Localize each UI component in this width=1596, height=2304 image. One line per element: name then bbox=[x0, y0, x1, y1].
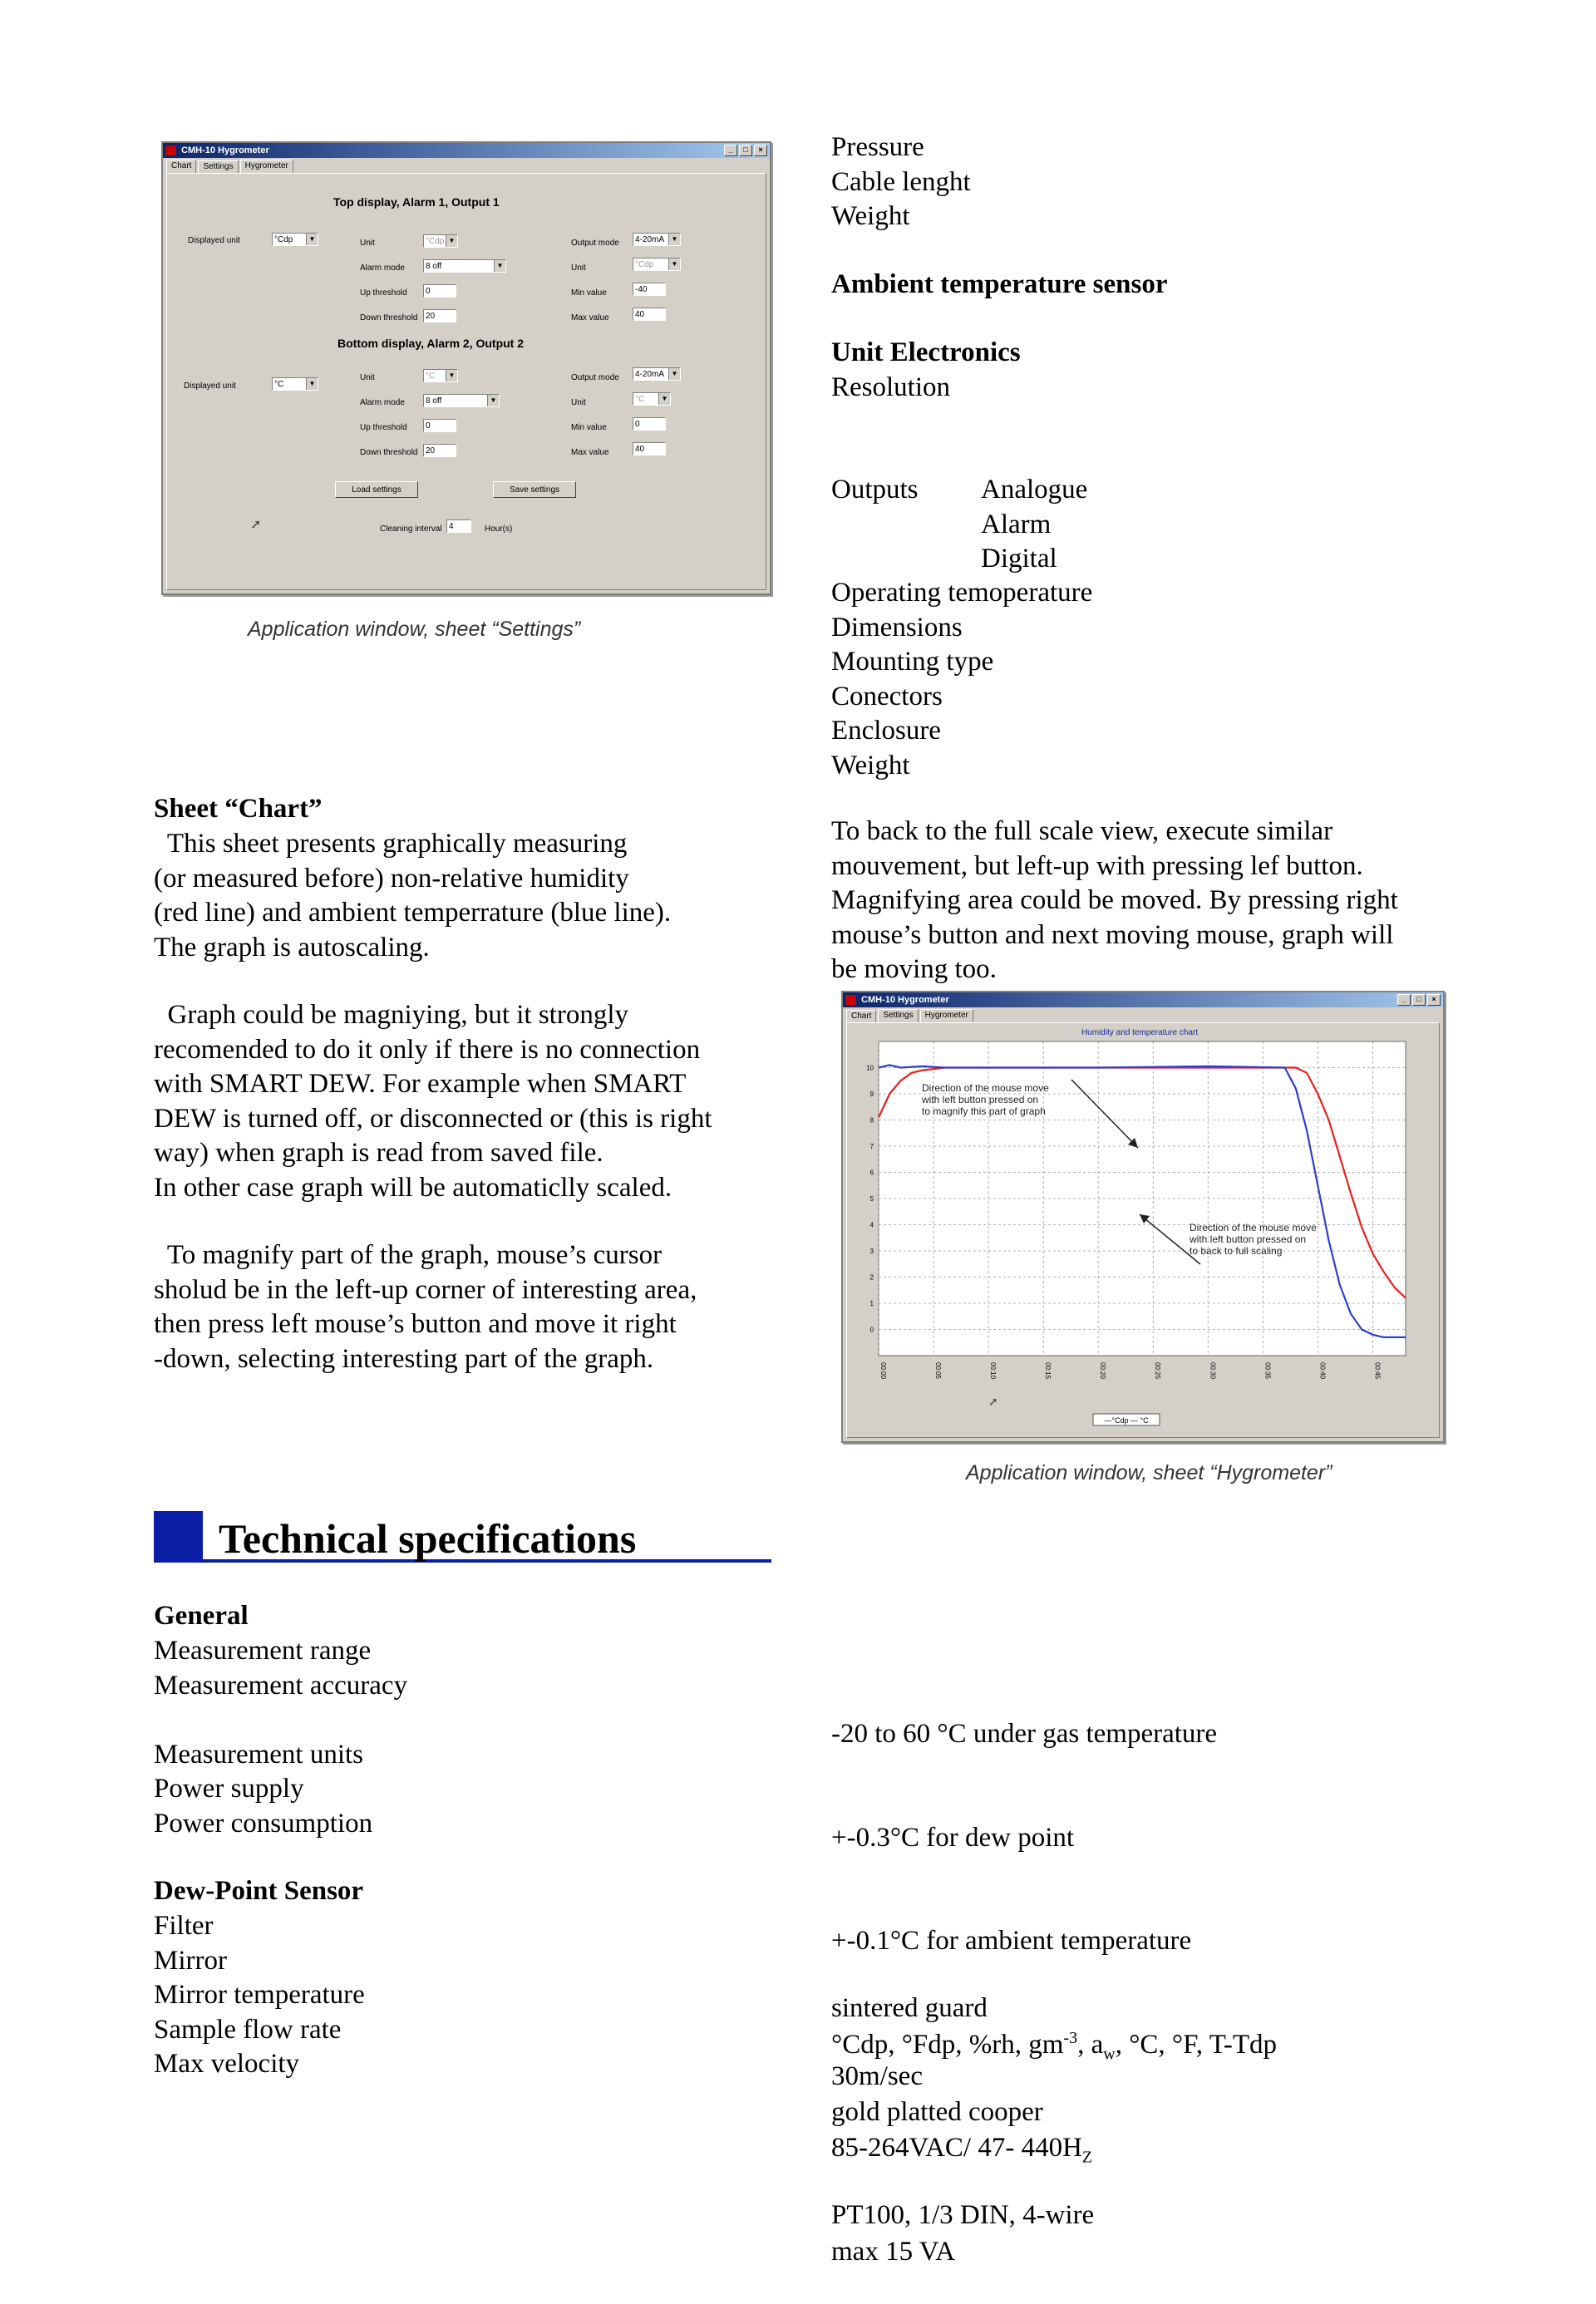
x-tick-label: 00:40 bbox=[1318, 1362, 1327, 1380]
chart-title: Humidity and temperature chart bbox=[1081, 1028, 1199, 1037]
text-line: way) when graph is read from saved file. bbox=[154, 1138, 603, 1168]
alarm-mode-label: Alarm mode bbox=[360, 263, 405, 273]
app-icon bbox=[845, 995, 856, 1005]
tab-chart[interactable]: Chart bbox=[846, 1010, 876, 1023]
hygrometer-window bbox=[841, 991, 1445, 1443]
spec-label: Cable lenght bbox=[831, 166, 971, 197]
chart-paragraph-2 bbox=[154, 998, 712, 1205]
cleaning-interval-unit: Hour(s) bbox=[485, 524, 513, 534]
chevron-down-icon: ▼ bbox=[446, 370, 457, 382]
settings-window bbox=[161, 141, 771, 595]
accuracy-dew-value: +-0.3°C for dew point bbox=[831, 1822, 1075, 1853]
outputs-label: Outputs bbox=[831, 475, 919, 505]
bottom-displayed-unit-select[interactable]: °C ▼ bbox=[272, 377, 318, 391]
annotation-line: Direction of the mouse move bbox=[922, 1082, 1049, 1094]
window-title: CMH-10 Hygrometer bbox=[861, 995, 949, 1005]
output-type: Digital bbox=[981, 544, 1057, 574]
top-min-value-input[interactable]: -40 bbox=[633, 283, 666, 296]
x-tick-label: 00:25 bbox=[1154, 1362, 1162, 1380]
output-mode-label: Output mode bbox=[571, 373, 619, 382]
cleaning-interval-input[interactable]: 4 bbox=[446, 519, 471, 533]
accuracy-ambient-value: +-0.1°C for ambient temperature bbox=[831, 1926, 1192, 1956]
hygrometer-window-titlebar[interactable] bbox=[843, 992, 1443, 1007]
x-tick-label: 00:15 bbox=[1044, 1362, 1052, 1380]
mirror-temperature-value: PT100, 1/3 DIN, 4-wire bbox=[831, 2200, 1095, 2230]
spec-label: Mounting type bbox=[831, 647, 994, 677]
settings-panel bbox=[166, 173, 766, 590]
close-icon[interactable]: × bbox=[1427, 994, 1441, 1006]
unit-label: Unit bbox=[360, 239, 375, 248]
text-line: mouse’s button and next moving mouse, graph will bbox=[831, 919, 1394, 950]
spec-label: Sample flow rate bbox=[154, 2014, 342, 2045]
y-tick-label: 8 bbox=[869, 1116, 874, 1125]
spec-label: Power consumption bbox=[154, 1808, 373, 1839]
resolution-label: Resolution bbox=[831, 372, 951, 402]
chevron-down-icon: ▼ bbox=[306, 234, 318, 245]
annotation-line: to magnify this part of graph bbox=[922, 1105, 1046, 1117]
spec-label: Mirror bbox=[154, 1945, 227, 1976]
hygrometer-tabs bbox=[843, 1007, 1443, 1022]
tab-hygrometer[interactable]: Hygrometer bbox=[240, 160, 293, 173]
chevron-down-icon: ▼ bbox=[658, 393, 670, 405]
measurement-units-value: °Cdp, °Fdp, %rh, $gm^{-3}$, $a_w$, °C, °F, T-Tdp bbox=[831, 2028, 1277, 2064]
spec-label: Weight bbox=[831, 201, 910, 231]
x-tick-label: 00:20 bbox=[1099, 1362, 1107, 1380]
text-line: -down, selecting interesting part of the graph. bbox=[154, 1343, 654, 1374]
output-mode-label: Output mode bbox=[571, 239, 619, 248]
bottom-section-title: Bottom display, Alarm 2, Output 2 bbox=[337, 337, 525, 350]
hygrometer-caption: Application window, sheet “Hygrometer” bbox=[966, 1461, 1332, 1484]
min-value-label: Min value bbox=[571, 423, 607, 432]
displayed-unit-label: Displayed unit bbox=[184, 382, 236, 391]
mouse-cursor-icon: ➚ bbox=[250, 518, 262, 532]
bottom-output-unit-select[interactable]: °C ▼ bbox=[633, 392, 671, 406]
chevron-down-icon: ▼ bbox=[306, 378, 318, 390]
spec-label: Power supply bbox=[154, 1774, 304, 1804]
spec-label: Conectors bbox=[831, 681, 943, 711]
cleaning-interval-label: Cleaning interval bbox=[380, 524, 442, 534]
annotation-line: with left button pressed on bbox=[922, 1094, 1039, 1105]
top-down-threshold-input[interactable]: 20 bbox=[423, 309, 456, 322]
zoom-paragraph bbox=[831, 815, 1398, 987]
power-supply-value: 85-264VAC/ 47- $440H_Z$ bbox=[831, 2133, 1093, 2167]
bottom-min-value-input[interactable]: 0 bbox=[633, 417, 666, 431]
text-line: Graph could be magniying, but it strongly bbox=[154, 1000, 629, 1030]
max-value-label: Max value bbox=[571, 313, 609, 322]
x-tick-label: 00:30 bbox=[1209, 1362, 1217, 1380]
chevron-down-icon: ▼ bbox=[487, 395, 499, 406]
top-max-value-input[interactable]: 40 bbox=[633, 308, 666, 321]
settings-window-titlebar[interactable] bbox=[163, 143, 770, 158]
annotation-line: with left button pressed on bbox=[1190, 1233, 1307, 1245]
outputs-values bbox=[981, 473, 1087, 577]
close-icon[interactable]: × bbox=[754, 145, 767, 156]
spec-label: Filter bbox=[154, 1911, 214, 1941]
window-title: CMH-10 Hygrometer bbox=[181, 145, 269, 155]
x-tick-label: 00:00 bbox=[879, 1362, 887, 1380]
chevron-down-icon: ▼ bbox=[446, 235, 457, 247]
bottom-unit-select[interactable]: °C ▼ bbox=[423, 369, 458, 382]
min-value-label: Min value bbox=[571, 288, 607, 298]
unit-electronics-heading: Unit Electronics bbox=[831, 337, 1021, 367]
section-marker bbox=[154, 1511, 203, 1561]
dew-point-heading: Dew-Point Sensor bbox=[154, 1876, 364, 1906]
annotation-magnify bbox=[921, 1082, 1049, 1117]
y-tick-label: 3 bbox=[869, 1248, 874, 1255]
chevron-down-icon: ▼ bbox=[668, 258, 680, 270]
output-unit-label: Unit bbox=[571, 263, 586, 273]
text-line: This sheet presents graphically measuring bbox=[154, 829, 628, 859]
top-alarm-mode-select[interactable]: 8 off ▼ bbox=[423, 259, 506, 273]
spec-label: Dimensions bbox=[831, 612, 963, 642]
settings-caption: Application window, sheet “Settings” bbox=[248, 618, 581, 641]
tab-chart[interactable]: Chart bbox=[166, 160, 196, 173]
text-line: Magnifying area could be moved. By pressing right bbox=[831, 885, 1398, 915]
spec-label bbox=[154, 1703, 407, 1738]
spec-label: Measurement accuracy bbox=[154, 1670, 408, 1701]
max-velocity-value: 30m/sec bbox=[831, 2061, 923, 2091]
spec-label: Measurement units bbox=[154, 1739, 364, 1770]
right-spec-list-more bbox=[831, 576, 1092, 783]
displayed-unit-label: Displayed unit bbox=[188, 236, 240, 245]
chevron-down-icon: ▼ bbox=[668, 368, 680, 380]
measurement-range-value: -20 to 60 °C under gas temperature bbox=[831, 1719, 1218, 1749]
text-line: (red line) and ambient temperrature (blue line). bbox=[154, 898, 672, 928]
spec-label: Mirror temperature bbox=[154, 1980, 365, 2010]
text-line: In other case graph will be automaticlly scaled. bbox=[154, 1172, 672, 1203]
text-line: with SMART DEW. For example when SMART bbox=[154, 1069, 687, 1099]
power-consumption-value: max 15 VA bbox=[831, 2236, 956, 2267]
annotation-line: Direction of the mouse move bbox=[1190, 1222, 1317, 1233]
top-unit-select[interactable]: °Cdp ▼ bbox=[423, 234, 458, 248]
down-threshold-label: Down threshold bbox=[360, 313, 418, 322]
minimize-icon[interactable]: _ bbox=[724, 145, 737, 156]
top-up-threshold-input[interactable]: 0 bbox=[423, 284, 456, 298]
text-line: recomended to do it only if there is no connection bbox=[154, 1034, 701, 1065]
unit-label: Unit bbox=[360, 373, 375, 382]
y-tick-label: 10 bbox=[866, 1064, 874, 1072]
text-line: then press left mouse’s button and move it right bbox=[154, 1309, 677, 1339]
y-tick-label: 2 bbox=[869, 1273, 874, 1282]
top-output-mode-select[interactable]: 4-20mA ▼ bbox=[633, 233, 681, 246]
y-tick-label: 9 bbox=[869, 1090, 874, 1098]
spec-values-dew bbox=[831, 1922, 1094, 2267]
text-line: To magnify part of the graph, mouse’s cursor bbox=[154, 1240, 663, 1270]
app-icon bbox=[165, 145, 176, 155]
bottom-alarm-mode-select[interactable]: 8 off ▼ bbox=[423, 394, 500, 407]
up-threshold-label: Up threshold bbox=[360, 423, 407, 432]
spec-label: Pressure bbox=[831, 132, 924, 162]
output-unit-label: Unit bbox=[571, 398, 586, 407]
bottom-up-threshold-input[interactable]: 0 bbox=[423, 419, 456, 432]
spec-label: Measurement range bbox=[154, 1636, 372, 1666]
general-labels bbox=[154, 1634, 407, 1841]
text-line: The graph is autoscaling. bbox=[154, 932, 430, 962]
chart-paragraph-1 bbox=[154, 827, 671, 965]
tab-hygrometer[interactable]: Hygrometer bbox=[920, 1009, 973, 1022]
spec-label: Weight bbox=[831, 750, 910, 780]
tech-specs-title: Technical specifications bbox=[219, 1515, 637, 1562]
save-settings-button[interactable]: Save settings bbox=[493, 481, 576, 498]
chevron-down-icon: ▼ bbox=[494, 260, 505, 272]
chart-legend: —°Cdp — °C bbox=[1104, 1416, 1149, 1425]
output-type: Analogue bbox=[981, 475, 1088, 505]
text-line: sholud be in the left-up corner of interesting area, bbox=[154, 1274, 697, 1305]
alarm-mode-label: Alarm mode bbox=[360, 398, 405, 407]
top-section-title: Top display, Alarm 1, Output 1 bbox=[333, 195, 500, 209]
maximize-icon[interactable]: □ bbox=[1412, 994, 1426, 1006]
sheet-chart-heading: Sheet “Chart” bbox=[154, 794, 323, 824]
y-tick-label: 5 bbox=[869, 1195, 874, 1203]
top-output-unit-select[interactable]: °Cdp ▼ bbox=[633, 258, 681, 271]
y-tick-label: 7 bbox=[869, 1143, 874, 1150]
top-displayed-unit-select[interactable]: °Cdp ▼ bbox=[272, 233, 318, 246]
y-tick-label: 4 bbox=[869, 1221, 874, 1229]
max-value-label: Max value bbox=[571, 448, 609, 457]
x-tick-label: 00:45 bbox=[1373, 1362, 1382, 1380]
tab-settings[interactable]: Settings bbox=[878, 1009, 918, 1022]
bottom-output-mode-select[interactable]: 4-20mA ▼ bbox=[633, 367, 681, 381]
x-tick-label: 00:35 bbox=[1264, 1362, 1272, 1380]
text-line: (or measured before) non-relative humidity bbox=[154, 863, 629, 894]
chart-panel bbox=[846, 1022, 1440, 1438]
text-line: To back to the full scale view, execute similar bbox=[831, 816, 1333, 846]
tab-settings[interactable]: Settings bbox=[198, 160, 238, 174]
humidity-temperature-chart[interactable] bbox=[847, 1023, 1436, 1435]
maximize-icon[interactable]: □ bbox=[739, 145, 752, 156]
right-spec-list-top bbox=[831, 130, 971, 234]
settings-tabs bbox=[163, 158, 770, 173]
chevron-down-icon: ▼ bbox=[668, 234, 680, 245]
up-threshold-label: Up threshold bbox=[360, 288, 407, 298]
filter-value: sintered guard bbox=[831, 1993, 988, 2023]
y-tick-label: 1 bbox=[869, 1300, 874, 1307]
text-line: DEW is turned off, or disconnected or (this is right bbox=[154, 1103, 712, 1134]
annotation-line: to back to full scaling bbox=[1190, 1245, 1283, 1257]
text-line: mouvement, but left-up with pressing lef button. bbox=[831, 850, 1363, 881]
x-tick-label: 00:10 bbox=[989, 1362, 998, 1380]
bottom-down-threshold-input[interactable]: 20 bbox=[423, 444, 456, 457]
general-heading: General bbox=[154, 1601, 249, 1631]
output-type: Alarm bbox=[981, 509, 1052, 539]
spec-label: Enclosure bbox=[831, 716, 941, 746]
minimize-icon[interactable]: _ bbox=[1397, 994, 1411, 1006]
text-line: be moving too. bbox=[831, 954, 997, 984]
mirror-value: gold platted cooper bbox=[831, 2096, 1043, 2127]
spec-label: Max velocity bbox=[154, 2049, 300, 2079]
ambient-sensor-heading: Ambient temperature sensor bbox=[831, 269, 1168, 299]
x-tick-label: 00:05 bbox=[934, 1362, 943, 1380]
load-settings-button[interactable]: Load settings bbox=[335, 481, 418, 498]
y-tick-label: 6 bbox=[869, 1169, 874, 1177]
down-threshold-label: Down threshold bbox=[360, 448, 418, 457]
y-tick-label: 0 bbox=[869, 1326, 874, 1334]
mouse-cursor-icon: ➚ bbox=[988, 1395, 998, 1408]
bottom-max-value-input[interactable]: 40 bbox=[633, 442, 666, 455]
spec-label: Operating temoperature bbox=[831, 578, 1093, 608]
chart-paragraph-3 bbox=[154, 1238, 697, 1376]
dew-point-labels bbox=[154, 1909, 365, 2082]
